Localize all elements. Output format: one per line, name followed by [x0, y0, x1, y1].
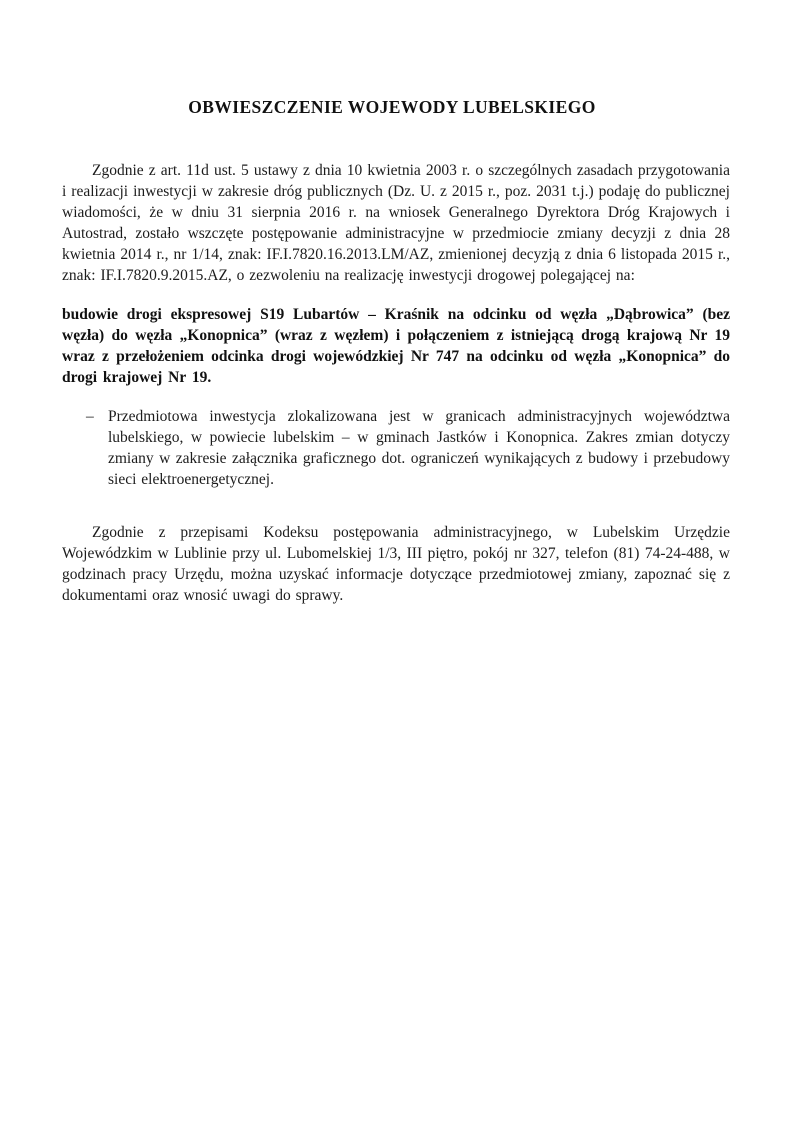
- bullet-dash-marker: –: [86, 408, 94, 425]
- paragraph-contact-info: Zgodnie z przepisami Kodeksu postępowania administracyjnego, w Lubelskim Urzędzie Wojewódzkim w Lublinie przy ul. Lubomelskiej 1/3, III piętro, pokój nr 327, telefon (81) 74-24-488, w godzinach pracy Urzędu, można uzyskać informacje dotyczące przedmiotowej zmiany, zapoznać się z dokumentami oraz wnosić uwagi do sprawy.: [62, 524, 730, 604]
- paragraph-bullet-location: Przedmiotowa inwestycja zlokalizowana jest w granicach administracyjnych województwa lubelskiego, w powiecie lubelskim – w gminach Jastków i Konopnica. Zakres zmian dotyczy zmiany w zakresie załącznika graficznego dot. ograniczeń wynikających z budowy i przebudowy sieci elektroenergetycznej.: [108, 408, 730, 488]
- document-title: OBWIESZCZENIE WOJEWODY LUBELSKIEGO: [188, 97, 596, 117]
- paragraph-investment-subject: budowie drogi ekspresowej S19 Lubartów – Kraśnik na odcinku od węzła „Dąbrowica” (bez węzła) do węzła „Konopnica” (wraz z węzłem) i połączeniem z istniejącą drogą krajową Nr 19 wraz z przełożeniem odcinka drogi wojewódzkiej Nr 747 na odcinku od węzła „Konopnica” do drogi krajowej Nr 19.: [62, 306, 730, 386]
- bullet-item: [86, 406, 730, 490]
- paragraph-intro: Zgodnie z art. 11d ust. 5 ustawy z dnia 10 kwietnia 2003 r. o szczególnych zasadach przygotowania i realizacji inwestycji w zakresie dróg publicznych (Dz. U. z 2015 r., poz. 2031 t.j.) podaję do publicznej wiadomości, że w dniu 31 sierpnia 2016 r. na wniosek Generalnego Dyrektora Dróg Krajowych i Autostrad, zostało wszczęte postępowanie administracyjne w przedmiocie zmiany decyzji z dnia 28 kwietnia 2014 r., nr 1/14, znak: IF.I.7820.16.2013.LM/AZ, zmienionej decyzją z dnia 6 listopada 2015 r., znak: IF.I.7820.9.2015.AZ, o zezwoleniu na realizację inwestycji drogowej polegającej na:: [62, 162, 730, 284]
